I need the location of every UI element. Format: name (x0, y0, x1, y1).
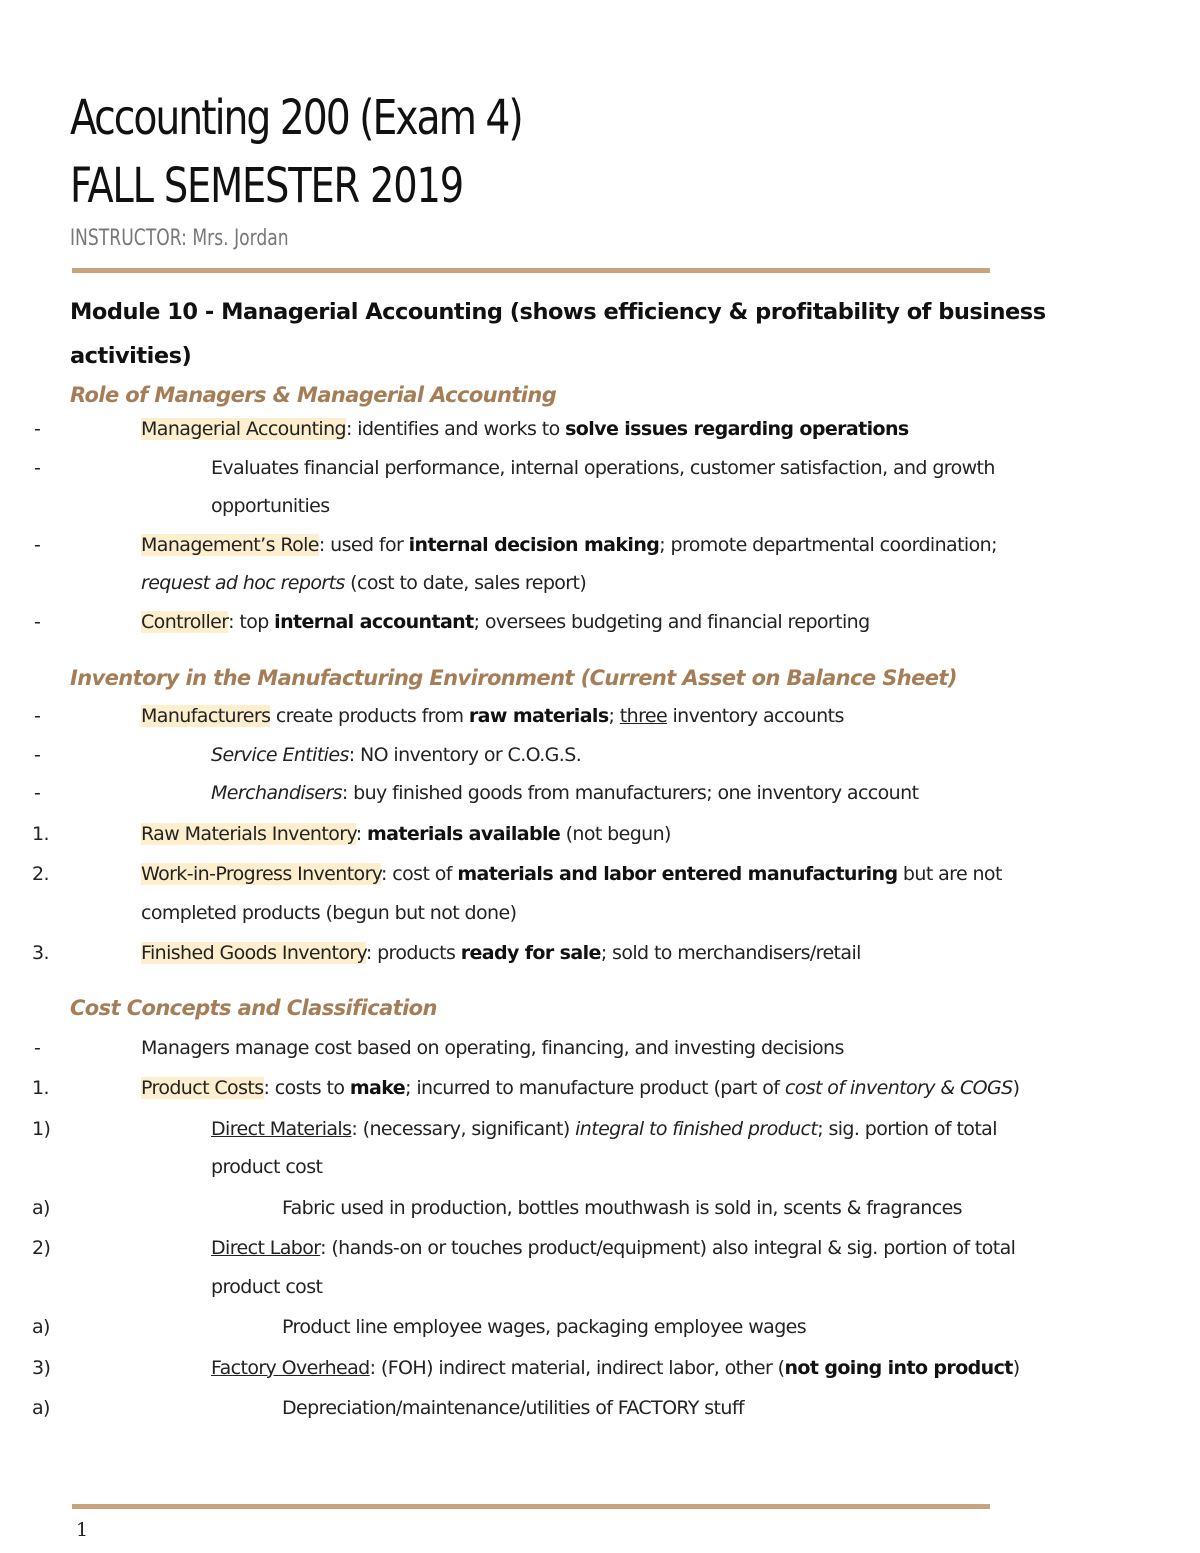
bullet-manufacturers (34, 697, 1130, 736)
bullet-managers-manage-cost (34, 1029, 1130, 1068)
header-divider (72, 268, 990, 273)
bullet-text: (not begun) (560, 822, 671, 845)
list-letter: a) (32, 1196, 50, 1219)
example-item-fabric (32, 1189, 1130, 1228)
underlined-term: Factory Overhead (211, 1356, 370, 1379)
bullet-text: inventory accounts (667, 705, 844, 727)
bullet-managerial-accounting (34, 410, 1130, 449)
bullet-text: : (hands-on or touches product/equipment) also integral & sig. portion of total (320, 1237, 1016, 1259)
term-highlight: Manufacturers (141, 705, 271, 727)
bullet-dash: - (34, 782, 41, 804)
numbered-item-raw-materials (32, 815, 1130, 854)
bold-text: solve issues regarding operations (565, 418, 909, 440)
italic-text: Service Entities (211, 743, 349, 766)
bullet-managements-role (34, 526, 1130, 565)
sub-item-direct-materials (32, 1110, 1130, 1149)
italic-text: cost of inventory & COGS (784, 1077, 1013, 1099)
section-heading-inventory: Inventory in the Manufacturing Environment (Current Asset on Balance Sheet) (70, 666, 957, 690)
bold-text: internal decision making (408, 533, 660, 556)
bullet-dash: - (34, 705, 41, 727)
bullet-continuation (70, 564, 1130, 603)
underlined-term: Direct Materials (211, 1117, 352, 1140)
bullet-text: : products (365, 942, 461, 964)
list-number: 3) (32, 1356, 51, 1379)
bullet-dash: - (34, 418, 41, 440)
bullet-text: Evaluates financial performance, internal operations, customer satisfaction, and growth (211, 456, 995, 479)
term-highlight: Controller (141, 610, 229, 633)
numbered-item-product-costs (32, 1069, 1130, 1108)
italic-text: Merchandisers (211, 782, 342, 804)
page-number: 1 (76, 1519, 89, 1541)
list-letter: a) (32, 1316, 50, 1338)
section-heading-roles: Role of Managers & Managerial Accounting (70, 383, 557, 407)
sub-bullet-service-entities (34, 736, 1130, 775)
bullet-dash: - (34, 610, 41, 633)
bullet-text: : (355, 822, 367, 845)
numbered-item-wip (32, 855, 1130, 894)
bullet-text: : buy finished goods from manufacturers; one inventory account (341, 782, 919, 804)
bold-text: ready for sale (460, 942, 601, 964)
numbered-item-finished-goods (32, 934, 1130, 973)
bold-text: materials and labor entered manufacturing (457, 863, 898, 885)
bullet-text: product cost (211, 1275, 323, 1298)
example-item-depreciation (32, 1389, 1130, 1428)
footer-divider (72, 1504, 990, 1509)
bullet-text: : (necessary, significant) (351, 1117, 576, 1140)
bullet-dash: - (34, 456, 41, 479)
bullet-text: ; sold to merchandisers/retail (600, 942, 861, 964)
bullet-dash: - (34, 1036, 41, 1059)
bullet-text: ; oversees budgeting and financial reporting (473, 610, 870, 633)
bullet-text: (cost to date, sales report) (344, 572, 587, 594)
underlined-term: Direct Labor (211, 1237, 321, 1259)
bullet-text: Fabric used in production, bottles mouthwash is sold in, scents & fragrances (282, 1196, 962, 1219)
list-number: 1. (32, 822, 49, 845)
bullet-text: ) (1012, 1077, 1020, 1099)
list-number: 3. (32, 942, 49, 964)
bullet-text: : costs to (263, 1077, 350, 1099)
module-heading (70, 290, 1130, 378)
list-letter: a) (32, 1397, 50, 1419)
sub-item-continuation (70, 1268, 1130, 1307)
term-highlight: Product Costs (141, 1077, 264, 1099)
bullet-text: product cost (211, 1156, 323, 1178)
bullet-text: : cost of (381, 863, 458, 885)
bullet-text: ) (1012, 1356, 1020, 1379)
sub-bullet-merchandisers (34, 774, 1130, 813)
document-title: Accounting 200 (Exam 4) (70, 90, 522, 146)
italic-text: request ad hoc reports (141, 572, 345, 594)
bullet-dash: - (34, 743, 41, 766)
bullet-text: ; (608, 705, 620, 727)
underlined-text: three (619, 705, 668, 727)
term-highlight: Management’s Role (141, 533, 319, 556)
bullet-text: ; promote departmental coordination; (659, 533, 997, 556)
module-heading-line1: Module 10 - Managerial Accounting (shows efficiency & profitability of business (70, 299, 1046, 325)
sub-item-continuation (70, 1148, 1130, 1187)
list-number: 1. (32, 1077, 49, 1099)
sub-item-direct-labor (32, 1229, 1130, 1268)
bullet-text: completed products (begun but not done) (141, 901, 517, 924)
term-highlight: Work-in-Progress Inventory (141, 863, 382, 885)
sub-item-factory-overhead (32, 1349, 1130, 1388)
bold-text: internal accountant (274, 610, 474, 633)
term-highlight: Finished Goods Inventory (141, 942, 366, 964)
bold-text: not going into product (784, 1356, 1013, 1379)
list-number: 1) (32, 1117, 51, 1140)
bullet-text: Managers manage cost based on operating, financing, and investing decisions (141, 1036, 844, 1059)
bullet-text: : (FOH) indirect material, indirect labor, other ( (369, 1356, 785, 1379)
bullet-text: create products from (270, 705, 469, 727)
instructor-line: INSTRUCTOR: Mrs. Jordan (70, 226, 289, 251)
numbered-item-continuation (70, 894, 1130, 933)
document-body (32, 290, 1130, 1428)
bullet-text: : used for (318, 533, 409, 556)
bullet-text: : top (228, 610, 275, 633)
section-heading-cost-concepts: Cost Concepts and Classification (70, 995, 437, 1020)
bullet-text: ; incurred to manufacture product (part of (405, 1077, 785, 1099)
module-heading-line2: activities) (70, 343, 192, 369)
bullet-text: but are not (897, 863, 1002, 885)
bullet-text: : identifies and works to (346, 418, 566, 440)
bullet-text: Depreciation/maintenance/utilities of FACTORY stuff (282, 1397, 745, 1419)
bullet-text: Product line employee wages, packaging employee wages (282, 1316, 807, 1338)
example-item-wages (32, 1308, 1130, 1347)
bold-text: make (349, 1077, 406, 1099)
bullet-text: ; sig. portion of total (817, 1117, 997, 1140)
bullet-controller (34, 603, 1130, 642)
sub-bullet-evaluates (34, 449, 1130, 488)
bullet-text: opportunities (211, 495, 330, 517)
bullet-dash: - (34, 533, 41, 556)
italic-text: integral to finished product (575, 1117, 818, 1140)
sub-bullet-continuation (70, 487, 1130, 526)
term-highlight: Managerial Accounting (141, 418, 347, 440)
document-subtitle: FALL SEMESTER 2019 (70, 158, 463, 214)
bold-text: raw materials (468, 705, 609, 727)
bullet-text: : NO inventory or C.O.G.S. (348, 743, 582, 766)
bold-text: materials available (366, 822, 561, 845)
list-number: 2. (32, 863, 49, 885)
term-highlight: Raw Materials Inventory (141, 822, 356, 845)
list-number: 2) (32, 1237, 51, 1259)
